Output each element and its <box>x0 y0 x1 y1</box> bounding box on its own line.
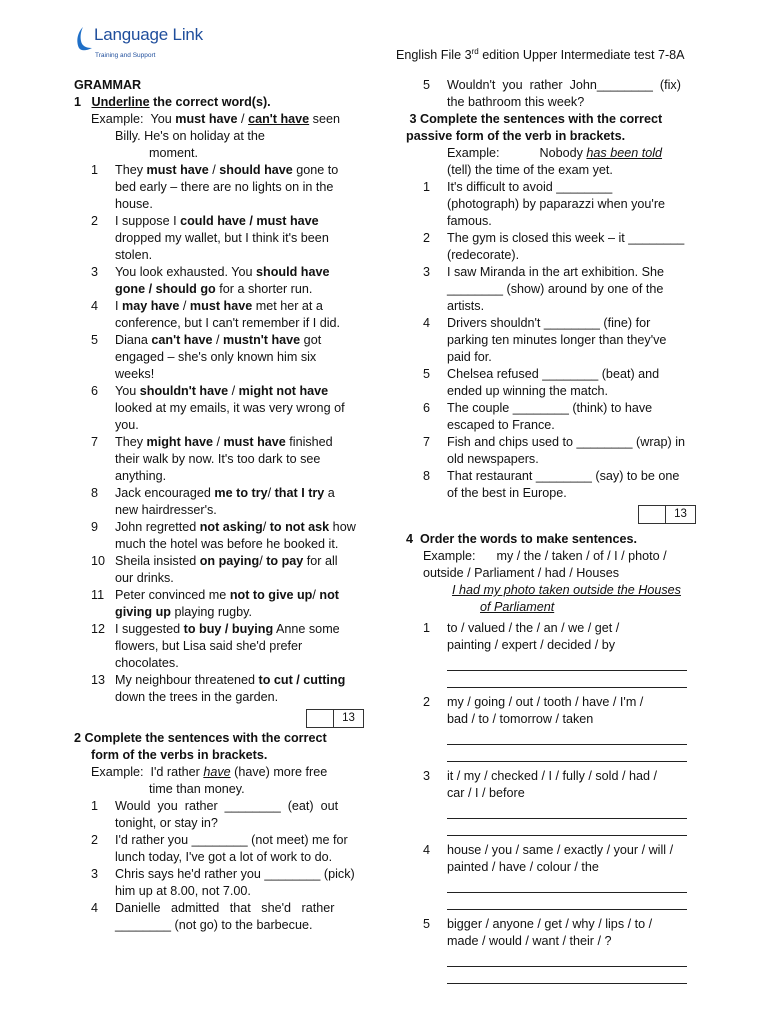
section-1-item <box>74 672 364 706</box>
item-segment: I suppose I <box>115 214 181 228</box>
logo-swoosh-icon <box>74 26 94 52</box>
item-number: 2 <box>91 214 99 228</box>
item-line: tonight, or stay in? <box>115 816 218 830</box>
item-segment: much the hotel was before he booked it. <box>115 537 339 551</box>
section-4-example-line2: outside / Parliament / had / Houses <box>423 566 620 580</box>
item-line: bad / to / tomorrow / taken <box>447 712 594 726</box>
page-title: English File 3rd edition Upper Intermediate test 7-8A <box>396 47 685 63</box>
item-segment: a <box>324 486 335 500</box>
answer-line <box>447 671 687 688</box>
item-line <box>115 315 364 332</box>
item-line: made / would / want / their / ? <box>447 934 612 948</box>
item-line: Wouldn't you rather John________ (fix) <box>447 78 681 92</box>
item-line: escaped to France. <box>447 418 555 432</box>
item-number: 2 <box>423 695 431 709</box>
item-segment: / <box>267 486 275 500</box>
item-line <box>115 621 364 638</box>
item-line: it / my / checked / I / fully / sold / had / <box>447 769 657 783</box>
section-1-item <box>74 264 364 298</box>
section-1-item <box>74 485 364 519</box>
item-number: 4 <box>91 299 99 313</box>
item-segment: may have <box>122 299 180 313</box>
item-line <box>115 570 364 587</box>
item-number: 11 <box>91 588 105 602</box>
section-2-item <box>74 900 364 934</box>
item-line <box>115 179 364 196</box>
section-2-item <box>74 866 364 900</box>
item-segment: flowers, but Lisa said she'd prefer <box>115 639 303 653</box>
item-line: house / you / same / exactly / your / will / <box>447 843 674 857</box>
item-line <box>115 349 364 366</box>
item-number: 5 <box>91 333 99 347</box>
item-line: old newspapers. <box>447 452 539 466</box>
section-3-example-line2: (tell) the time of the exam yet. <box>447 163 613 177</box>
item-line: car / I / before <box>447 786 525 800</box>
item-number: 5 <box>423 917 431 931</box>
logo-tagline: Training and Support <box>95 52 156 59</box>
item-segment: might not have <box>238 384 329 398</box>
section-3-item <box>406 434 696 468</box>
section-3-instruction-line2: passive form of the verb in brackets. <box>406 129 626 143</box>
section-2-item <box>406 77 696 111</box>
item-number: 8 <box>423 469 431 483</box>
section-3-item <box>406 315 696 366</box>
item-line: him up at 8.00, not 7.00. <box>115 884 251 898</box>
item-segment: John regretted <box>115 520 200 534</box>
item-number: 7 <box>91 435 99 449</box>
item-line: my / going / out / tooth / have / I'm / <box>447 695 644 709</box>
item-number: 1 <box>91 163 99 177</box>
section-4-item <box>406 916 696 984</box>
item-segment: could have / must have <box>180 214 319 228</box>
item-segment: bed early – there are no lights on in the <box>115 180 334 194</box>
section-1-item <box>74 383 364 434</box>
item-segment: how <box>329 520 356 534</box>
item-segment: Jack encouraged <box>115 486 215 500</box>
item-line: artists. <box>447 299 485 313</box>
item-line <box>115 502 364 519</box>
item-line: stolen. <box>115 248 153 262</box>
item-segment: playing rugby. <box>170 605 252 619</box>
section-2-example-line2: time than money. <box>149 782 245 796</box>
item-number: 6 <box>91 384 99 398</box>
answer-line <box>447 654 687 671</box>
item-line: famous. <box>447 214 492 228</box>
item-line <box>115 485 364 502</box>
item-segment: dropped my wallet, but I think it's been <box>115 231 329 245</box>
section-2-instruction: 2 Complete the sentences with the correct <box>74 731 327 745</box>
item-segment: might have <box>146 435 213 449</box>
section-1-score-box: 13 <box>306 709 364 728</box>
item-line: to / valued / the / an / we / get / <box>447 621 620 635</box>
item-line: anything. <box>115 469 167 483</box>
item-line: parking ten minutes longer than they've <box>447 333 667 347</box>
item-number: 3 <box>91 867 99 881</box>
item-segment: engaged – she's only known him six <box>115 350 317 364</box>
section-3-item <box>406 230 696 264</box>
section-4-item <box>406 694 696 762</box>
item-segment: to buy / buying <box>183 622 274 636</box>
section-2-items <box>74 798 364 934</box>
section-3-score-box: 13 <box>638 505 696 524</box>
answer-line <box>447 893 687 910</box>
item-number: 13 <box>91 673 106 687</box>
item-line: It's difficult to avoid ________ <box>447 180 613 194</box>
section-3-items <box>406 179 696 502</box>
answer-line <box>447 802 687 819</box>
item-line: ________ (show) around by one of the <box>447 282 664 296</box>
answer-line <box>447 967 687 984</box>
section-2-instruction-line2: form of the verbs in brackets. <box>91 748 268 762</box>
item-line <box>115 162 364 179</box>
item-line: you. <box>115 418 139 432</box>
item-segment: I suggested <box>115 622 184 636</box>
item-segment: must have <box>146 163 209 177</box>
item-segment: got <box>300 333 322 347</box>
item-line: I saw Miranda in the art exhibition. She <box>447 265 665 279</box>
item-segment: new hairdresser's. <box>115 503 217 517</box>
item-line <box>115 434 364 451</box>
item-line: painted / have / colour / the <box>447 860 599 874</box>
item-segment: not <box>319 588 339 602</box>
item-line: Danielle admitted that she'd rather <box>115 901 335 915</box>
right-column <box>406 77 696 984</box>
item-line: I'd rather you ________ (not meet) me for <box>115 833 348 847</box>
item-segment: their walk by now. It's too dark to see <box>115 452 321 466</box>
item-line: Drivers shouldn't ________ (fine) for <box>447 316 651 330</box>
item-segment: not asking <box>199 520 263 534</box>
item-segment: / <box>212 333 223 347</box>
section-4-item <box>406 842 696 910</box>
section-1-items <box>74 162 364 706</box>
item-line <box>115 400 364 417</box>
section-1-item <box>74 162 364 213</box>
item-segment: gone to <box>292 163 339 177</box>
section-3-item <box>406 264 696 315</box>
section-1-item <box>74 621 364 672</box>
item-line: chocolates. <box>115 656 179 670</box>
item-line <box>115 672 364 689</box>
item-segment: I <box>115 299 122 313</box>
item-segment: me to try <box>214 486 268 500</box>
item-segment: giving up <box>115 605 171 619</box>
item-line: of the best in Europe. <box>447 486 567 500</box>
section-3-item <box>406 179 696 230</box>
item-number: 2 <box>423 231 431 245</box>
item-segment: / <box>228 384 239 398</box>
item-line: (photograph) by paparazzi when you're <box>447 197 666 211</box>
item-segment: to pay <box>266 554 304 568</box>
section-3-item <box>406 400 696 434</box>
section-1-item <box>74 587 364 621</box>
item-number: 3 <box>423 769 431 783</box>
item-number: 3 <box>423 265 431 279</box>
item-number: 7 <box>423 435 431 449</box>
item-segment: our drinks. <box>115 571 174 585</box>
item-number: 4 <box>423 843 431 857</box>
item-line: Fish and chips used to ________ (wrap) in <box>447 435 686 449</box>
item-line: Would you rather ________ (eat) out <box>115 799 339 813</box>
item-segment: should have <box>219 163 293 177</box>
item-line <box>115 451 364 468</box>
answer-line <box>447 950 687 967</box>
item-segment: down the trees in the garden. <box>115 690 279 704</box>
item-line: Chris says he'd rather you ________ (pick) <box>115 867 355 881</box>
item-line: ________ (not go) to the barbecue. <box>115 918 313 932</box>
item-number: 10 <box>91 554 106 568</box>
section-3-instruction: 3 Complete the sentences with the correct <box>409 112 663 126</box>
section-1-example-line2: Billy. He's on holiday at the <box>115 129 265 143</box>
item-segment: must have <box>223 435 286 449</box>
item-line <box>115 604 364 621</box>
section-4-items <box>406 620 696 984</box>
left-column <box>74 77 364 934</box>
item-number: 5 <box>423 78 431 92</box>
answer-line <box>447 819 687 836</box>
item-line: the bathroom this week? <box>447 95 585 109</box>
item-segment: conference, but I can't remember if I did. <box>115 316 341 330</box>
item-segment: mustn't have <box>223 333 301 347</box>
item-line <box>115 264 364 281</box>
section-2-item <box>74 798 364 832</box>
item-number: 8 <box>91 486 99 500</box>
item-segment: Peter convinced me <box>115 588 230 602</box>
item-number: 1 <box>423 180 431 194</box>
item-number: 9 <box>91 520 99 534</box>
answer-line <box>447 876 687 893</box>
item-segment: / <box>259 554 267 568</box>
item-segment: / <box>208 163 220 177</box>
section-1-item <box>74 213 364 264</box>
section-1-example: Example: You must have / can't have seen <box>91 112 340 126</box>
item-number: 1 <box>91 799 99 813</box>
item-line <box>115 230 364 247</box>
item-segment: that I try <box>274 486 325 500</box>
item-segment: should have <box>256 265 330 279</box>
item-number: 4 <box>91 901 99 915</box>
item-segment: My neighbour threatened <box>115 673 259 687</box>
item-line <box>115 519 364 536</box>
item-segment: They <box>115 163 147 177</box>
item-number: 4 <box>423 316 431 330</box>
section-2-item <box>74 832 364 866</box>
item-line <box>115 689 364 706</box>
item-segment: can't have <box>151 333 213 347</box>
item-segment: to cut / cutting <box>258 673 346 687</box>
item-number: 2 <box>91 833 99 847</box>
section-1-item <box>74 553 364 587</box>
item-segment: not to give up <box>229 588 313 602</box>
item-line <box>115 298 364 315</box>
grammar-heading: GRAMMAR <box>74 78 142 92</box>
section-1-item <box>74 332 364 383</box>
item-segment: to not ask <box>269 520 330 534</box>
item-segment: gone / should go <box>115 282 216 296</box>
item-segment: You look exhausted. You <box>115 265 256 279</box>
item-line: painting / expert / decided / by <box>447 638 616 652</box>
section-4-example-answer-line2: of Parliament <box>480 600 555 614</box>
item-line <box>115 281 364 298</box>
item-line <box>115 383 364 400</box>
item-number: 5 <box>423 367 431 381</box>
item-line: lunch today, I've got a lot of work to do. <box>115 850 333 864</box>
section-1-item <box>74 519 364 553</box>
section-2-items-continued <box>406 77 696 111</box>
item-segment: You <box>115 384 140 398</box>
item-segment: must have <box>189 299 253 313</box>
section-1-item <box>74 434 364 485</box>
item-segment: / <box>212 435 224 449</box>
item-line: ended up winning the match. <box>447 384 609 398</box>
item-segment: on paying <box>199 554 260 568</box>
section-1-example-line3: moment. <box>149 146 198 160</box>
answer-line <box>447 745 687 762</box>
item-number: 6 <box>423 401 431 415</box>
item-segment: Diana <box>115 333 152 347</box>
section-4-item <box>406 620 696 688</box>
item-segment: looked at my emails, it was very wrong of <box>115 401 345 415</box>
item-line <box>115 638 364 655</box>
item-line: (redecorate). <box>447 248 520 262</box>
item-segment: / <box>312 588 320 602</box>
item-line <box>115 553 364 570</box>
item-segment: met her at a <box>252 299 323 313</box>
item-line <box>115 587 364 604</box>
section-3-example: Example: Nobody has been told <box>447 146 663 160</box>
section-1-item <box>74 298 364 332</box>
item-line: The couple ________ (think) to have <box>447 401 653 415</box>
item-segment: Sheila insisted <box>115 554 200 568</box>
section-3-item <box>406 468 696 502</box>
item-segment: for a shorter run. <box>215 282 313 296</box>
item-number: 12 <box>91 622 106 636</box>
item-line: Chelsea refused ________ (beat) and <box>447 367 660 381</box>
item-line <box>115 213 364 230</box>
item-segment: / <box>262 520 270 534</box>
section-4-example: Example: my / the / taken / of / I / photo / <box>423 549 667 563</box>
item-segment: for all <box>303 554 338 568</box>
language-link-logo <box>74 24 234 60</box>
item-segment: finished <box>285 435 333 449</box>
item-line: That restaurant ________ (say) to be one <box>447 469 680 483</box>
item-line: The gym is closed this week – it ________ <box>447 231 685 245</box>
answer-line <box>447 728 687 745</box>
item-line <box>115 332 364 349</box>
item-number: 3 <box>91 265 99 279</box>
item-line <box>115 536 364 553</box>
item-segment: shouldn't have <box>139 384 229 398</box>
section-4-instruction: 4 Order the words to make sentences. <box>406 532 637 546</box>
section-4-item <box>406 768 696 836</box>
section-1-instruction: 1 Underline the correct word(s). <box>74 95 271 109</box>
section-3-item <box>406 366 696 400</box>
item-line: paid for. <box>447 350 492 364</box>
item-line: house. <box>115 197 153 211</box>
item-number: 1 <box>423 621 431 635</box>
logo-brand: Language Link <box>94 25 203 44</box>
section-2-example: Example: I'd rather have (have) more free <box>91 765 328 779</box>
item-line: weeks! <box>115 367 155 381</box>
section-4-example-answer: I had my photo taken outside the Houses <box>452 583 681 597</box>
item-segment: Anne some <box>273 622 340 636</box>
item-segment: / <box>179 299 190 313</box>
item-segment: They <box>115 435 147 449</box>
item-line: bigger / anyone / get / why / lips / to / <box>447 917 653 931</box>
